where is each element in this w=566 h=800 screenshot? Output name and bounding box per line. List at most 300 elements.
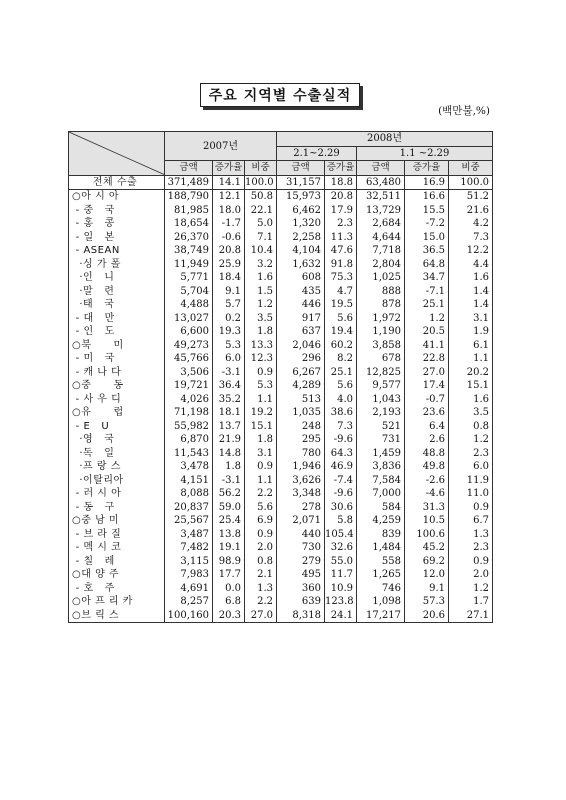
cell-value: 11.3	[325, 231, 357, 245]
cell-value: 9.1	[405, 582, 449, 596]
cell-value: 878	[357, 298, 405, 312]
cell-value: 1,265	[357, 568, 405, 582]
cell-value: 3,626	[277, 474, 325, 488]
cell-value: 4,644	[357, 231, 405, 245]
table-row	[69, 474, 493, 488]
cell-value: 4,259	[357, 514, 405, 528]
cell-value: 10.5	[405, 514, 449, 528]
cell-value: 7,482	[165, 541, 213, 555]
cell-value: 17,217	[357, 609, 405, 623]
cell-value: 13.7	[213, 420, 245, 434]
table-row	[69, 568, 493, 582]
region-name: ·이탈리아	[69, 474, 165, 488]
cell-value: -7.2	[405, 217, 449, 231]
cell-value: 19.3	[213, 325, 245, 339]
cell-value: 5.7	[213, 298, 245, 312]
cell-value: 1,484	[357, 541, 405, 555]
cell-value: 2,804	[357, 258, 405, 272]
table-row	[69, 582, 493, 596]
cell-value: -9.6	[325, 433, 357, 447]
cell-value: 6,600	[165, 325, 213, 339]
cell-value: 1,320	[277, 217, 325, 231]
cell-value: 188,790	[165, 190, 213, 204]
cell-value: 20.8	[325, 190, 357, 204]
cell-value: 27.1	[449, 609, 493, 623]
cell-value: 6.7	[449, 514, 493, 528]
cell-value: 584	[357, 501, 405, 515]
cell-value: 25.1	[325, 366, 357, 380]
table-row	[69, 258, 493, 272]
cell-value: 1,098	[357, 595, 405, 609]
cell-value: 57.3	[405, 595, 449, 609]
region-name: ·싱 가 폴	[69, 258, 165, 272]
cell-value: 888	[357, 285, 405, 299]
cell-value: 11.0	[449, 487, 493, 501]
cell-value: 26,370	[165, 231, 213, 245]
cell-value: 1.8	[213, 460, 245, 474]
cell-value: 15.0	[405, 231, 449, 245]
cell-value: 98.9	[213, 555, 245, 569]
cell-value: 8.2	[325, 352, 357, 366]
corner-cell	[69, 132, 165, 176]
cell-value: 22.1	[245, 204, 277, 218]
cell-value: 917	[277, 312, 325, 326]
cell-value: 41.1	[405, 339, 449, 353]
cell-value: 1,025	[357, 271, 405, 285]
cell-value: 780	[277, 447, 325, 461]
region-name: ○대 양 주	[69, 568, 165, 582]
cell-value: 1.7	[449, 595, 493, 609]
table-row	[69, 190, 493, 204]
col-share: 비중	[449, 161, 493, 176]
cell-value: 38,749	[165, 244, 213, 258]
cell-value: 9,577	[357, 379, 405, 393]
cell-value: 7.1	[245, 231, 277, 245]
cell-value: 3.1	[245, 447, 277, 461]
cell-value: 69.2	[405, 555, 449, 569]
region-name: ·태 국	[69, 298, 165, 312]
region-name: ○아 프 리 카	[69, 595, 165, 609]
table-row	[69, 487, 493, 501]
cell-value: 100,160	[165, 609, 213, 623]
cell-value: 295	[277, 433, 325, 447]
region-name: - E U	[69, 420, 165, 434]
table-row	[69, 217, 493, 231]
region-name: ○유 럽	[69, 406, 165, 420]
cell-value: 2.2	[245, 487, 277, 501]
cell-value: 17.9	[325, 204, 357, 218]
cell-value: 21.6	[449, 204, 493, 218]
cell-value: 2,684	[357, 217, 405, 231]
cell-value: 2.0	[449, 568, 493, 582]
region-name: - 브 라 질	[69, 528, 165, 542]
cell-value: 12.1	[213, 190, 245, 204]
cell-value: 3,487	[165, 528, 213, 542]
cell-value: 27.0	[245, 609, 277, 623]
cell-value: 730	[277, 541, 325, 555]
cell-value: 3.1	[449, 312, 493, 326]
cell-value: 0.2	[213, 312, 245, 326]
cell-value: -7.4	[325, 474, 357, 488]
table-row	[69, 244, 493, 258]
cell-value: 6,462	[277, 204, 325, 218]
cell-value: 1,035	[277, 406, 325, 420]
cell-value: 100.0	[245, 175, 277, 190]
cell-value: 4.4	[449, 258, 493, 272]
cell-value: 15.1	[245, 420, 277, 434]
cell-value: 1.5	[245, 285, 277, 299]
table-row	[69, 460, 493, 474]
cell-value: 495	[277, 568, 325, 582]
cell-value: 21.9	[213, 433, 245, 447]
cell-value: 1.4	[449, 285, 493, 299]
region-name: ○중 동	[69, 379, 165, 393]
cell-value: 32.6	[325, 541, 357, 555]
cell-value: 75.3	[325, 271, 357, 285]
table-row	[69, 231, 493, 245]
table-row	[69, 514, 493, 528]
cell-value: 5.6	[325, 312, 357, 326]
cell-value: 1.2	[449, 433, 493, 447]
table-row	[69, 393, 493, 407]
region-name: ○아 시 아	[69, 190, 165, 204]
cell-value: 18.1	[213, 406, 245, 420]
cell-value: 6,267	[277, 366, 325, 380]
table-row	[69, 528, 493, 542]
cell-value: 5.0	[245, 217, 277, 231]
col-growth: 증가율	[325, 161, 357, 176]
cell-value: -3.1	[213, 366, 245, 380]
cell-value: 731	[357, 433, 405, 447]
cell-value: 7,000	[357, 487, 405, 501]
region-name: ·프 랑 스	[69, 460, 165, 474]
cell-value: 25,567	[165, 514, 213, 528]
cell-value: 278	[277, 501, 325, 515]
table-body	[69, 175, 493, 623]
cell-value: 1.1	[449, 352, 493, 366]
region-name: - 일 본	[69, 231, 165, 245]
cell-value: 296	[277, 352, 325, 366]
cell-value: 2,193	[357, 406, 405, 420]
cell-value: 839	[357, 528, 405, 542]
cell-value: 20.8	[213, 244, 245, 258]
cell-value: 9.1	[213, 285, 245, 299]
table-row	[69, 447, 493, 461]
region-name: - 미 국	[69, 352, 165, 366]
cell-value: 1.1	[245, 474, 277, 488]
cell-value: 513	[277, 393, 325, 407]
cell-value: 45,766	[165, 352, 213, 366]
cell-value: 18.8	[325, 175, 357, 190]
col-amount: 금액	[165, 161, 213, 176]
cell-value: 50.8	[245, 190, 277, 204]
cell-value: -2.6	[405, 474, 449, 488]
cell-value: 19.1	[213, 541, 245, 555]
cell-value: 11.9	[449, 474, 493, 488]
cell-value: 100.6	[405, 528, 449, 542]
cell-value: 25.1	[405, 298, 449, 312]
cell-value: 13,729	[357, 204, 405, 218]
cell-value: 3,115	[165, 555, 213, 569]
cell-value: 12.2	[449, 244, 493, 258]
cell-value: 2.6	[405, 433, 449, 447]
region-name: - 홍 콩	[69, 217, 165, 231]
cell-value: 5,704	[165, 285, 213, 299]
col-amount: 금액	[277, 161, 325, 176]
cell-value: 3.5	[449, 406, 493, 420]
table-row	[69, 285, 493, 299]
region-name: - 중 국	[69, 204, 165, 218]
cell-value: 1.9	[449, 325, 493, 339]
region-name: - 호 주	[69, 582, 165, 596]
cell-value: 5.6	[325, 379, 357, 393]
cell-value: 440	[277, 528, 325, 542]
cell-value: 48.8	[405, 447, 449, 461]
cell-value: 47.6	[325, 244, 357, 258]
cell-value: 19,721	[165, 379, 213, 393]
cell-value: 3,478	[165, 460, 213, 474]
cell-value: 2,258	[277, 231, 325, 245]
cell-value: 7.3	[449, 231, 493, 245]
cell-value: 16.6	[405, 190, 449, 204]
cell-value: 1.8	[245, 325, 277, 339]
col-growth: 증가율	[405, 161, 449, 176]
table-row	[69, 595, 493, 609]
cell-value: 20.5	[405, 325, 449, 339]
cell-value: 8,318	[277, 609, 325, 623]
header-period-1: 2.1~2.29	[277, 146, 357, 161]
cell-value: 0.9	[449, 501, 493, 515]
cell-value: 4,151	[165, 474, 213, 488]
cell-value: 12.3	[245, 352, 277, 366]
cell-value: 23.6	[405, 406, 449, 420]
cell-value: 81,985	[165, 204, 213, 218]
cell-value: 0.9	[245, 366, 277, 380]
cell-value: 55.0	[325, 555, 357, 569]
cell-value: 4,026	[165, 393, 213, 407]
table-row	[69, 501, 493, 515]
cell-value: 1.2	[245, 298, 277, 312]
table-row	[69, 420, 493, 434]
region-name: - 러 시 아	[69, 487, 165, 501]
cell-value: 100.0	[449, 175, 493, 190]
cell-value: 15.1	[449, 379, 493, 393]
table-row	[69, 379, 493, 393]
table-row	[69, 609, 493, 623]
cell-value: 18.4	[213, 271, 245, 285]
cell-value: 15.5	[405, 204, 449, 218]
cell-value: 1,632	[277, 258, 325, 272]
region-name: - 동 구	[69, 501, 165, 515]
cell-value: 0.0	[213, 582, 245, 596]
cell-value: -0.7	[405, 393, 449, 407]
col-growth: 증가율	[213, 161, 245, 176]
cell-value: 1,946	[277, 460, 325, 474]
region-name: ·독 일	[69, 447, 165, 461]
cell-value: 24.1	[325, 609, 357, 623]
table-row	[69, 312, 493, 326]
cell-value: 5,771	[165, 271, 213, 285]
cell-value: 14.8	[213, 447, 245, 461]
cell-value: 1,043	[357, 393, 405, 407]
cell-value: 6.9	[245, 514, 277, 528]
cell-value: 20,837	[165, 501, 213, 515]
cell-value: 38.6	[325, 406, 357, 420]
cell-value: -1.7	[213, 217, 245, 231]
cell-value: 36.4	[213, 379, 245, 393]
cell-value: 35.2	[213, 393, 245, 407]
cell-value: 19.4	[325, 325, 357, 339]
cell-value: 2.1	[245, 568, 277, 582]
table-row	[69, 352, 493, 366]
cell-value: 36.5	[405, 244, 449, 258]
table-row	[69, 555, 493, 569]
cell-value: 6.1	[449, 339, 493, 353]
region-name: ·영 국	[69, 433, 165, 447]
cell-value: 22.8	[405, 352, 449, 366]
cell-value: 1.8	[245, 433, 277, 447]
region-name: 전체 수출	[69, 175, 165, 190]
total-row	[69, 175, 493, 190]
cell-value: 6.8	[213, 595, 245, 609]
cell-value: 123.8	[325, 595, 357, 609]
cell-value: 4.7	[325, 285, 357, 299]
unit-label: (백만불,%)	[438, 105, 490, 117]
cell-value: 56.2	[213, 487, 245, 501]
cell-value: 30.6	[325, 501, 357, 515]
cell-value: 1.6	[245, 271, 277, 285]
cell-value: -7.1	[405, 285, 449, 299]
region-name: ·말 련	[69, 285, 165, 299]
cell-value: 51.2	[449, 190, 493, 204]
cell-value: 20.6	[405, 609, 449, 623]
cell-value: -3.1	[213, 474, 245, 488]
cell-value: 14.1	[213, 175, 245, 190]
cell-value: 60.2	[325, 339, 357, 353]
cell-value: 91.8	[325, 258, 357, 272]
cell-value: 360	[277, 582, 325, 596]
cell-value: 46.9	[325, 460, 357, 474]
cell-value: 15,973	[277, 190, 325, 204]
cell-value: 1.6	[449, 271, 493, 285]
cell-value: 521	[357, 420, 405, 434]
cell-value: 13,027	[165, 312, 213, 326]
cell-value: 6,870	[165, 433, 213, 447]
cell-value: 64.8	[405, 258, 449, 272]
table-row	[69, 541, 493, 555]
cell-value: 5.8	[325, 514, 357, 528]
cell-value: 3,836	[357, 460, 405, 474]
cell-value: 4.2	[449, 217, 493, 231]
cell-value: 3,858	[357, 339, 405, 353]
cell-value: 0.9	[245, 460, 277, 474]
cell-value: 5.3	[245, 379, 277, 393]
cell-value: 608	[277, 271, 325, 285]
cell-value: 5.3	[213, 339, 245, 353]
region-name: ○브 릭 스	[69, 609, 165, 623]
cell-value: 49,273	[165, 339, 213, 353]
cell-value: 1.2	[449, 582, 493, 596]
cell-value: -0.6	[213, 231, 245, 245]
export-table	[68, 131, 493, 623]
cell-value: 63,480	[357, 175, 405, 190]
region-name: - 캐 나 다	[69, 366, 165, 380]
header-period-2: 1.1 ~2.29	[357, 146, 493, 161]
cell-value: 6.0	[213, 352, 245, 366]
table-row	[69, 366, 493, 380]
table-row	[69, 339, 493, 353]
cell-value: 5.6	[245, 501, 277, 515]
cell-value: 4,488	[165, 298, 213, 312]
cell-value: 55,982	[165, 420, 213, 434]
col-amount: 금액	[357, 161, 405, 176]
cell-value: 10.4	[245, 244, 277, 258]
cell-value: 2.3	[449, 447, 493, 461]
cell-value: 32,511	[357, 190, 405, 204]
cell-value: 34.7	[405, 271, 449, 285]
cell-value: 639	[277, 595, 325, 609]
cell-value: 19.2	[245, 406, 277, 420]
cell-value: 1.4	[449, 298, 493, 312]
cell-value: 2.2	[245, 595, 277, 609]
cell-value: 0.9	[245, 528, 277, 542]
cell-value: 3,348	[277, 487, 325, 501]
col-share: 비중	[245, 161, 277, 176]
cell-value: 8,088	[165, 487, 213, 501]
cell-value: 11.7	[325, 568, 357, 582]
region-name: - 인 도	[69, 325, 165, 339]
cell-value: 12.0	[405, 568, 449, 582]
cell-value: 17.4	[405, 379, 449, 393]
table-row	[69, 271, 493, 285]
cell-value: 7,718	[357, 244, 405, 258]
cell-value: -4.6	[405, 487, 449, 501]
region-name: - 멕 시 코	[69, 541, 165, 555]
cell-value: -9.6	[325, 487, 357, 501]
cell-value: 27.0	[405, 366, 449, 380]
cell-value: 0.9	[449, 555, 493, 569]
cell-value: 2.0	[245, 541, 277, 555]
cell-value: 31,157	[277, 175, 325, 190]
cell-value: 31.3	[405, 501, 449, 515]
cell-value: 1,972	[357, 312, 405, 326]
cell-value: 11,543	[165, 447, 213, 461]
region-name: - 칠 레	[69, 555, 165, 569]
cell-value: 1.2	[405, 312, 449, 326]
cell-value: 45.2	[405, 541, 449, 555]
cell-value: 13.3	[245, 339, 277, 353]
cell-value: 2.3	[449, 541, 493, 555]
cell-value: 8,257	[165, 595, 213, 609]
cell-value: 11,949	[165, 258, 213, 272]
cell-value: 7.3	[325, 420, 357, 434]
cell-value: 1,190	[357, 325, 405, 339]
cell-value: 16.9	[405, 175, 449, 190]
region-name: ·인 니	[69, 271, 165, 285]
cell-value: 3.2	[245, 258, 277, 272]
cell-value: 4,289	[277, 379, 325, 393]
cell-value: 637	[277, 325, 325, 339]
region-name: - ASEAN	[69, 244, 165, 258]
cell-value: 19.5	[325, 298, 357, 312]
cell-value: 446	[277, 298, 325, 312]
cell-value: 20.2	[449, 366, 493, 380]
cell-value: 371,489	[165, 175, 213, 190]
table-row	[69, 406, 493, 420]
cell-value: 49.8	[405, 460, 449, 474]
cell-value: 13.8	[213, 528, 245, 542]
cell-value: 25.9	[213, 258, 245, 272]
